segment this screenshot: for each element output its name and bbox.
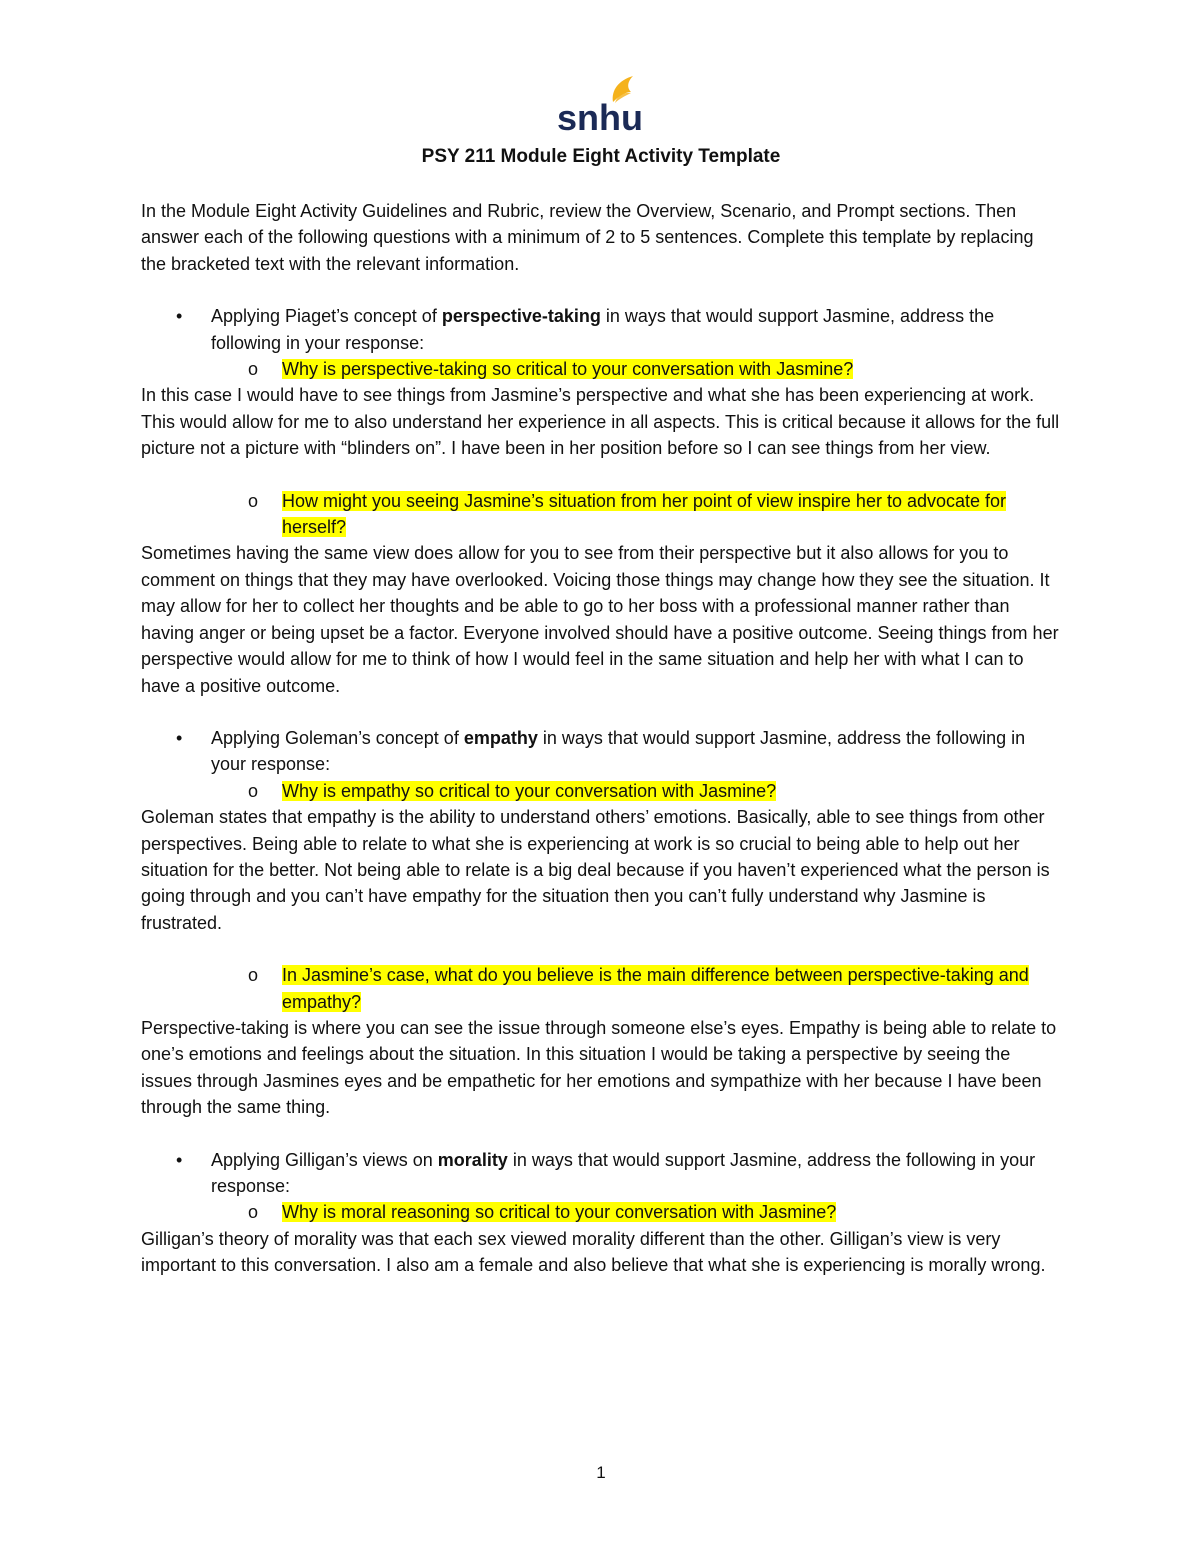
answer-perspective-critical: In this case I would have to see things from Jasmine’s perspective and what she has been experiencing at work. This would allow for me to also understand her experience in all aspects. This is critical because it allows for the full picture not a picture with “blinders on”. I have been in her position before so I can see things from her view.: [141, 385, 1060, 459]
answer-empathy-critical: Goleman states that empathy is the ability to understand others’ emotions. Basically, able to see things from other perspectives. Being able to relate to what she is experiencing at work is so crucial to being able to help out her situation for the better. Not being able to relate is a big deal because if you haven’t experienced what the person is going through and you can’t have empathy for the situation then you can’t fully understand why Jasmine is frustrated.: [141, 807, 1050, 933]
bullet-icon: •: [176, 727, 183, 748]
sub-bullet-icon: o: [248, 359, 259, 380]
sub-bullet-icon: o: [248, 1202, 259, 1223]
sub-bullet-icon: o: [248, 490, 259, 511]
bullet-icon: •: [176, 1149, 183, 1170]
question-perspective-critical: o Why is perspective-taking so critical to your conversation with Jasmine?: [141, 356, 1061, 382]
bullet-icon: •: [176, 306, 183, 327]
answer-moral-critical: Gilligan’s theory of morality was that each sex viewed morality different than the other. Gilligan’s view is very important to this conversation. I also am a female and also believe that what she is experiencing is morally wrong.: [141, 1228, 1046, 1276]
page-number: 1: [596, 1463, 606, 1482]
concept-term: perspective-taking: [441, 306, 601, 327]
concept-term: empathy: [463, 727, 538, 748]
sub-bullet-icon: o: [248, 780, 259, 801]
document-page: [141, 0, 1061, 1553]
bullet-goleman: • Applying Goleman’s concept of empathy in ways that would support Jasmine, address the following in your response:: [141, 725, 1061, 778]
question-advocate: o How might you seeing Jasmine’s situation from her point of view inspire her to advocate for herself?: [141, 488, 1061, 541]
answer-advocate: Sometimes having the same view does allow for you to see from their perspective but it also allows for you to comment on things that they may have overlooked. Voicing those things may change how they see the situation. It may allow for her to collect her thoughts and be able to go to her boss with a professional manner rather than having anger or being upset be a factor. Everyone involved should have a positive outcome. Seeing things from her perspective would allow for me to think of how I would feel in the same situation and help her with what I can to have a positive outcome.: [141, 543, 1059, 696]
document-body: [141, 198, 1061, 1279]
snhu-logo: [553, 72, 653, 134]
svg-text:snhu: snhu: [557, 97, 643, 134]
question-moral-critical: o Why is moral reasoning so critical to your conversation with Jasmine?: [141, 1199, 1061, 1225]
answer-difference: Perspective-taking is where you can see the issue through someone else’s eyes. Empathy is being able to relate to one’s emotions and feelings about the situation. In this situation I would be taking a perspective by seeing the issues through Jasmines eyes and be empathetic for her emotions and sympathize with her because I have been through the same thing.: [141, 1017, 1057, 1118]
concept-term: morality: [437, 1149, 508, 1170]
document-title: PSY 211 Module Eight Activity Template: [421, 146, 781, 167]
intro-paragraph: In the Module Eight Activity Guidelines and Rubric, review the Overview, Scenario, and Prompt sections. Then answer each of the following questions with a minimum of 2 to 5 sentences. Complete this template by replacing the bracketed text with the relevant information.: [141, 201, 1034, 274]
sub-bullet-icon: o: [248, 965, 259, 986]
question-difference: o In Jasmine’s case, what do you believe is the main difference between perspective-taking and empathy?: [141, 962, 1061, 1015]
bullet-piaget: • Applying Piaget’s concept of perspective-taking in ways that would support Jasmine, address the following in your response:: [141, 303, 1061, 356]
bullet-gilligan: • Applying Gilligan’s views on morality in ways that would support Jasmine, address the following in your response:: [141, 1147, 1061, 1200]
question-empathy-critical: o Why is empathy so critical to your conversation with Jasmine?: [141, 778, 1061, 804]
